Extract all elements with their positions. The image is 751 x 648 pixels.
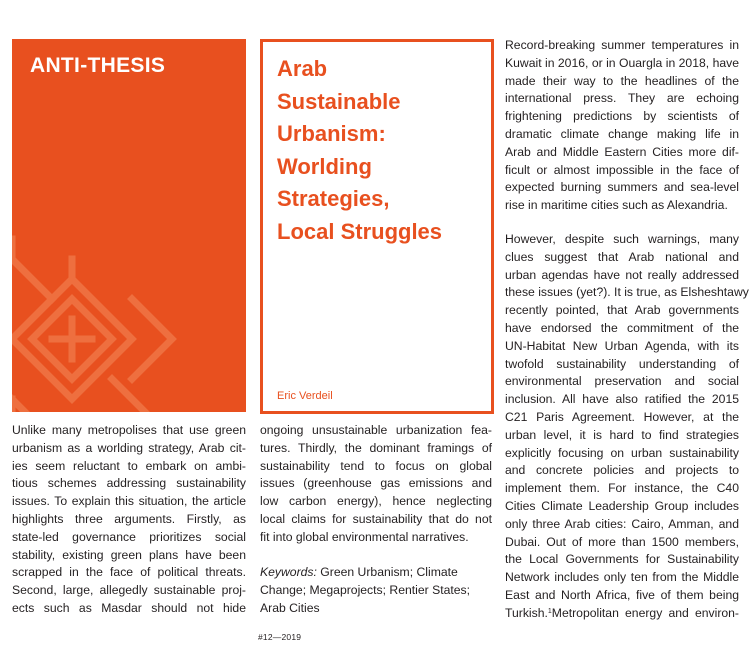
text-line: local claims for sustainability that do not [260,511,492,526]
text-line: explicitly focusing on urban sustainability [505,445,739,460]
text-line: low carbon energy), hence neglecting [260,494,492,509]
text-line: twofold sustainability understanding of [505,356,739,371]
text-line: Turkish. [505,605,548,620]
text-line: the Local Governments for Sustainability [505,552,739,567]
text-line: UN-Habitat New Urban Agenda, with its [505,338,739,353]
abstract-column-2 [260,422,492,547]
body-paragraph-1 [505,37,739,215]
title-line: Worlding [277,153,372,179]
title-line: Strategies, [277,186,390,211]
article-title [277,53,442,248]
text-line: tious schemes addressing sustainability [12,476,246,491]
text-line-with-footnote [505,605,739,623]
text-line: sustainability tend to focus on global [260,458,492,473]
title-line: Arab [277,56,328,81]
text-line: Second, large, allegedly sustainable proj- [12,583,246,598]
text-line: international press. They are echoing [505,91,739,106]
text-line: environmental preservation and social [505,374,739,389]
text-line: issues (greenhouse gas emissions and [260,476,492,491]
text-line: ects such as Masdar should not hide [12,600,246,615]
keywords [260,564,492,617]
text-line: scrapped in the face of political threats. [12,565,246,580]
text-line: dramatic climate change making life in [505,126,739,141]
text-line: implement them. For instance, the C40 [505,481,739,496]
body-paragraph-2 [505,231,749,623]
section-banner [12,39,246,412]
text-line: clues suggest that Arab national and [505,249,739,264]
text-line: urban agendas have not really addressed [505,267,739,282]
keywords-label: Keywords: [260,565,317,579]
text-line: made their way to the headlines of the [505,73,739,88]
keywords-line-3: Arab Cities [260,600,320,615]
text-line: urban level, it is hard to find strategies [505,427,739,442]
text-line: Arab and Middle Eastern Cities more dif- [505,144,739,159]
text-line: Record-breaking summer temperatures in [505,38,739,52]
text-line: stability, existing green plans have been [12,547,246,562]
text-line: urbanism as a worlding strategy, Arab cit- [12,440,246,455]
text-line: state-led governance prioritizes social [12,529,246,544]
text-line: inclusion. All have also ratified the 2015 [505,392,739,407]
title-line: Local Struggles [277,218,443,244]
text-line: highlights three arguments. Firstly, as [12,511,246,526]
text-line: Network includes only ten from the Middle [505,570,739,585]
text-line: C21 Paris Agreement. However, at the [505,409,739,424]
text-line: these issues (yet?). It is true, as Elsheshtawy [505,285,749,300]
keywords-line-1 [260,564,492,582]
text-line: However, despite such warnings, many [505,232,739,246]
text-line: recently pointed, that Arab governments [505,303,739,318]
text-line: fit into global environmental narratives. [260,529,469,544]
text-line: Unlike many metropolises that use green [12,423,246,437]
text-line: frightening predictions by scientists of [505,109,739,124]
keywords-text: Green Urbanism; Climate [316,565,458,579]
abstract-column-1 [12,422,246,618]
text-line: ies seem reluctant to embark on ambi- [12,458,246,473]
text-line: East and North Africa, five of them being [505,587,739,602]
issue-footer: #12—2019 [258,632,302,642]
text-line: Cities Climate Leadership Group includes [505,498,739,513]
text-line: only three Arab cities: Cairo, Amman, and [505,516,739,531]
text-line: ongoing unsustainable urbanization fea- [260,423,492,437]
text-line: tures. Thirdly, the dominant framings of [260,440,492,455]
keywords-line-2: Change; Megaprojects; Rentier States; [260,582,471,597]
text-line: have endorsed the commitment of the [505,320,739,335]
text-line: expected burning summers and sea-level [505,180,739,195]
author-name: Eric Verdeil [277,390,333,402]
text-line: and concrete policies and projects to [505,463,739,478]
text-line: issues. To explain this situation, the article [12,494,246,509]
decorative-pattern [12,39,246,412]
text-line: rise in maritime cities such as Alexandria. [505,198,728,213]
title-line: Sustainable [277,88,401,114]
text-line: ficult or almost impossible in the face of [505,162,739,177]
text-line: Kuwait in 2016, or in Ouargla in 2018, have [505,55,739,70]
text-line: Metropolitan energy and environ- [551,605,739,620]
text-line: Dubai. Out of more than 1500 members, [505,534,739,549]
section-label: ANTI-THESIS [30,54,166,77]
title-box [260,39,494,414]
title-line: Urbanism: [277,121,386,146]
footnote-marker[interactable]: 1 [547,607,552,615]
